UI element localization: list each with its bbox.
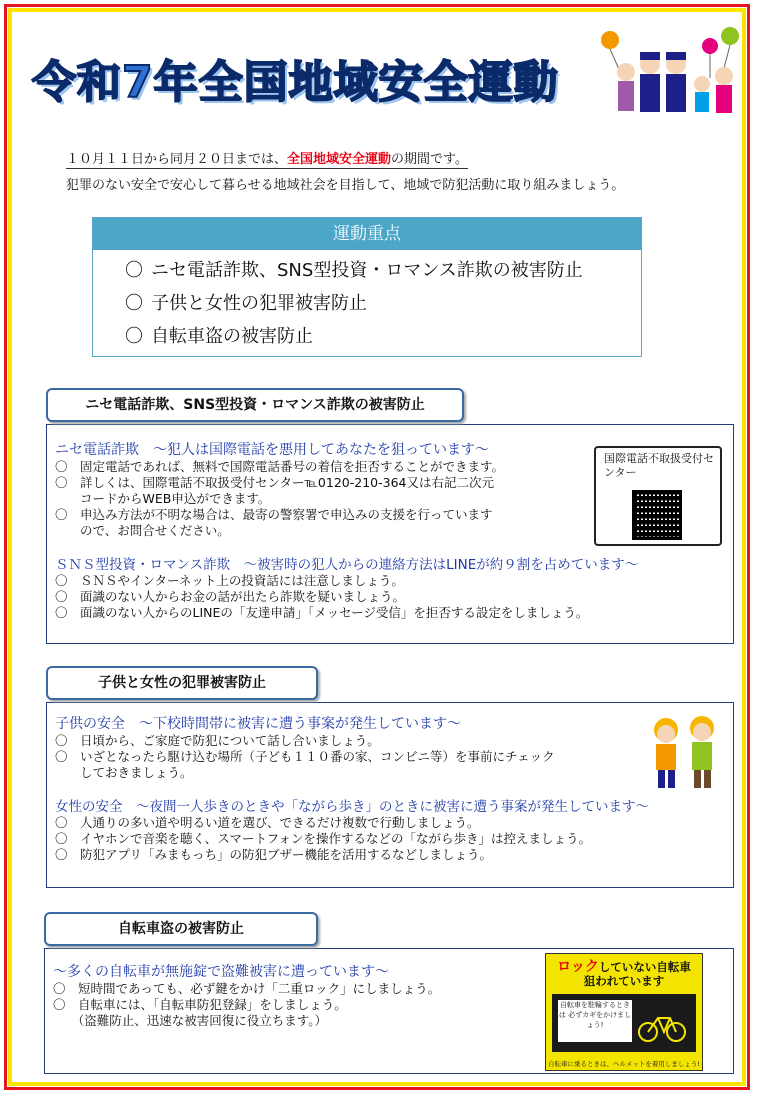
focus-header: 運動重点 [93,218,641,250]
focus-item [125,287,641,320]
list-item: 〇 防犯アプリ「みまもっち」の防犯ブザー機能を活用するなどしましょう。 [55,847,493,862]
circle-bullet: 〇 [125,293,143,314]
qr-code-icon[interactable] [632,490,682,540]
list-item: 〇 短時間であっても、必ず鍵をかけ「二重ロック」にしましょう。 [53,981,441,996]
poster-inner-text: 自転車を駐輪するときは 必ずカギをかけましょう! [558,1000,632,1042]
qr-code-card[interactable] [594,446,722,546]
women-safety-subheading: 女性の安全 ～夜間一人歩きのときや「ながら歩き」のときに被害に遭う事案が発生しています～ [55,799,649,815]
bicycle-lock-poster [545,953,703,1071]
intro-text-end: の期間です。 [391,152,468,167]
fraud-section-tab: ニセ電話詐欺、SNS型投資・ロマンス詐欺の被害防止 [46,388,464,422]
mascot-illustration [598,26,744,120]
list-item: コードからWEB申込ができます。 [55,491,271,506]
focus-points-box [92,217,642,357]
list-item: 〇 ＳＮＳやインターネット上の投資話には注意しましょう。 [55,573,404,588]
fraud-subheading: ニセ電話詐欺 ～犯人は国際電話を悪用してあなたを狙っています～ [55,442,489,458]
focus-item-label: 自転車盗の被害防止 [151,326,313,347]
list-item: 〇 イヤホンで音楽を聴く、スマートフォンを操作するなどの「ながら歩き」は控えましょう。 [55,831,592,846]
children-illustration [642,712,726,792]
poster-lock-word: ロック [557,959,599,975]
list-item: ので、お問合せください。 [55,523,230,538]
poster-title [546,960,702,988]
intro-text: １０月１１日から同月２０日までは、 [66,152,288,167]
focus-item [125,320,641,353]
page-title: 令和7年全国地域安全運動 [32,57,559,108]
list-item: 〇 面識のない人からお金の話が出たら詐欺を疑いましょう。 [55,589,406,604]
list-item: 〇 いざとなったら駆け込む場所（子ども１１０番の家、コンビニ等）を事前にチェック [55,749,555,764]
list-item: 〇 人通りの多い道や明るい道を選び、できるだけ複数で行動しましょう。 [55,815,480,830]
list-item: 〇 日頃から、ご家庭で防犯について話し合いましょう。 [55,733,380,748]
sns-subheading: ＳＮＳ型投資・ロマンス詐欺 ～被害時の犯人からの連絡方法はLINEが約９割を占めています～ [55,557,639,573]
intro-period [66,148,468,169]
poster-line2: 狙われています [583,974,665,988]
list-item: 〇 自転車には、「自転車防犯登録」をしましょう。 [53,997,347,1012]
bicycle-section-tab: 自転車盗の被害防止 [44,912,318,946]
list-item: 〇 固定電話であれば、無料で国際電話番号の着信を拒否することができます。 [55,459,505,474]
focus-item-label: ニセ電話詐欺、SNS型投資・ロマンス詐欺の被害防止 [151,260,583,281]
poster-line1: していない自転車 [598,960,691,974]
bicycle-subheading: ～多くの自転車が無施錠で盗難被害に遭っています～ [53,964,389,980]
campaign-name: 全国地域安全運動 [287,152,392,167]
circle-bullet: 〇 [125,326,143,347]
list-item: 〇 面識のない人からのLINEの「友達申請」「メッセージ受信」を拒否する設定をしましょう。 [55,605,589,620]
poster-panel [552,994,696,1052]
children-women-section-box [46,702,734,888]
qr-label: 国際電話不取扱受付センター [604,452,714,479]
list-item: （盗難防止、迅速な被害回復に役立ちます。） [53,1013,328,1028]
bicycle-icon [636,1004,692,1044]
children-women-section-tab: 子供と女性の犯罪被害防止 [46,666,318,700]
list-item: 〇 詳しくは、国際電話不取扱受付センター℡0120-210-364又は右記二次元 [55,475,494,490]
child-safety-subheading: 子供の安全 ～下校時間帯に被害に遭う事案が発生しています～ [55,716,461,732]
focus-item-label: 子供と女性の犯罪被害防止 [151,293,367,314]
focus-item [125,254,641,287]
intro-goal: 犯罪のない安全で安心して暮らせる地域社会を目指して、地域で防犯活動に取り組みましょう。 [66,178,625,193]
poster-footer: 自転車に乗るときは、ヘルメットを着用しましょう! [548,1060,700,1068]
list-item: しておきましょう。 [55,765,193,780]
list-item: 〇 申込み方法が不明な場合は、最寄の警察署で申込みの支援を行っています [55,507,493,522]
circle-bullet: 〇 [125,260,143,281]
